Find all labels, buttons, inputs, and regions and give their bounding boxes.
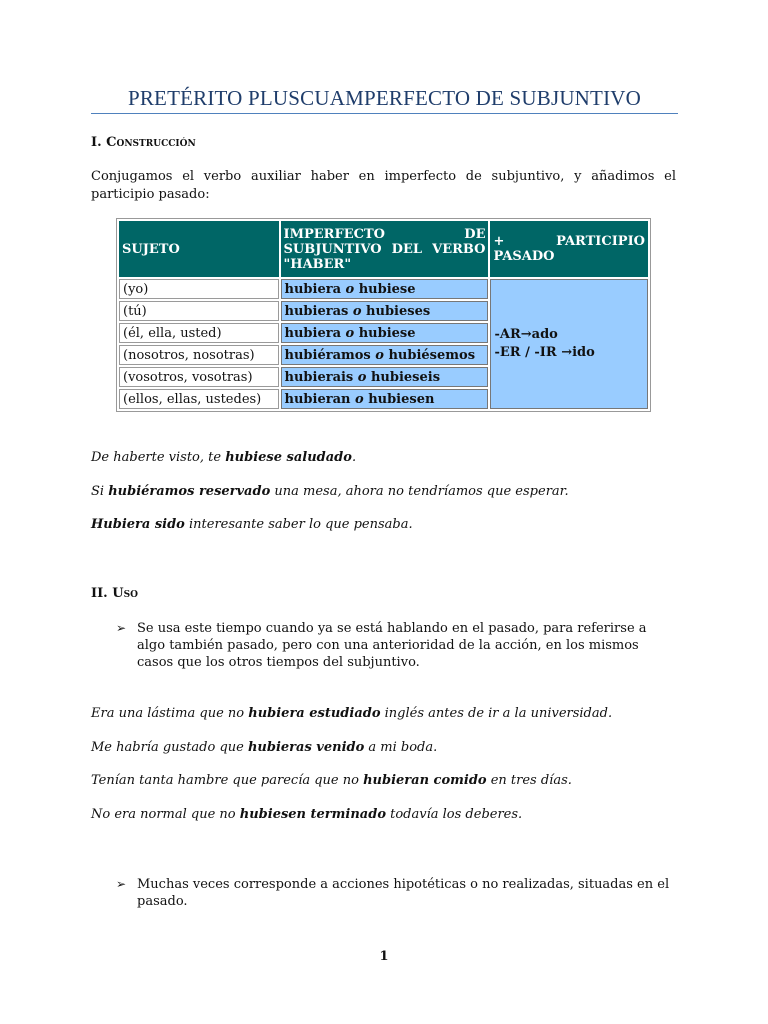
subject-cell: (él, ella, usted) <box>119 323 279 343</box>
title-underline <box>91 113 678 114</box>
example-sentence: Tenían tanta hambre que parecía que no hubieran comido en tres días. <box>91 773 572 788</box>
section-number: I. <box>91 135 102 150</box>
participle-rule: -ER / -IR →ido <box>494 345 595 360</box>
arrow-bullet-icon: ➢ <box>116 621 127 635</box>
section-number: II. <box>91 586 108 601</box>
form-cell: hubieras o hubieses <box>281 301 489 321</box>
section-label: Construcción <box>106 135 196 150</box>
subject-cell: (nosotros, nosotras) <box>119 345 279 365</box>
header-imperfect-line: "HABER" <box>283 256 352 272</box>
header-subject: SUJETO <box>119 221 279 277</box>
section-heading-uso <box>91 586 138 601</box>
header-imperfect-line: IMPERFECTO DE <box>283 226 486 242</box>
section-label: Uso <box>112 586 138 601</box>
subject-cell: (yo) <box>119 279 279 299</box>
header-participle-line: + PARTICIPIO <box>493 234 645 249</box>
bullet-paragraph: Muchas veces corresponde a acciones hipotéticas o no realizadas, situadas en el pasado. <box>137 877 670 909</box>
page-title: PRETÉRITO PLUSCUAMPERFECTO DE SUBJUNTIVO <box>127 86 642 110</box>
participle-rule: -AR→ado <box>494 327 558 342</box>
form-cell: hubiéramos o hubiésemos <box>281 345 489 365</box>
header-participle <box>490 221 648 277</box>
conjugation-table <box>116 218 651 412</box>
header-imperfect-line: SUBJUNTIVO DEL VERBO <box>283 241 486 257</box>
subject-cell: (ellos, ellas, ustedes) <box>119 389 279 409</box>
example-sentence: Si hubiéramos reservado una mesa, ahora no tendríamos que esperar. <box>91 484 569 499</box>
example-sentence: No era normal que no hubiesen terminado todavía los deberes. <box>91 807 523 822</box>
form-cell: hubieran o hubiesen <box>281 389 489 409</box>
form-cell: hubierais o hubieseis <box>281 367 489 387</box>
table-header-row <box>119 221 648 277</box>
arrow-bullet-icon: ➢ <box>116 877 127 891</box>
table-row <box>119 279 648 299</box>
header-participle-line: PASADO <box>493 249 555 264</box>
participle-cell <box>490 279 648 409</box>
subject-cell: (vosotros, vosotras) <box>119 367 279 387</box>
form-cell: hubiera o hubiese <box>281 279 489 299</box>
subject-cell: (tú) <box>119 301 279 321</box>
intro-paragraph: Conjugamos el verbo auxiliar haber en imperfecto de subjuntivo, y añadimos el participio pasado: <box>91 169 676 202</box>
example-sentence: Era una lástima que no hubiera estudiado inglés antes de ir a la universidad. <box>91 706 613 721</box>
bullet-paragraph: Se usa este tiempo cuando ya se está hablando en el pasado, para referirse a algo también pasado, pero con una anterioridad de la acción, en los mismos casos que los otros tiempos del subjuntivo. <box>137 621 647 670</box>
example-sentence: Me habría gustado que hubieras venido a mi boda. <box>91 740 438 755</box>
page-number: 1 <box>379 949 389 964</box>
header-imperfect <box>281 221 489 277</box>
form-cell: hubiera o hubiese <box>281 323 489 343</box>
example-sentence: Hubiera sido interesante saber lo que pensaba. <box>91 517 413 532</box>
example-sentence: De haberte visto, te hubiese saludado. <box>91 450 357 465</box>
section-heading-construccion <box>91 135 196 150</box>
